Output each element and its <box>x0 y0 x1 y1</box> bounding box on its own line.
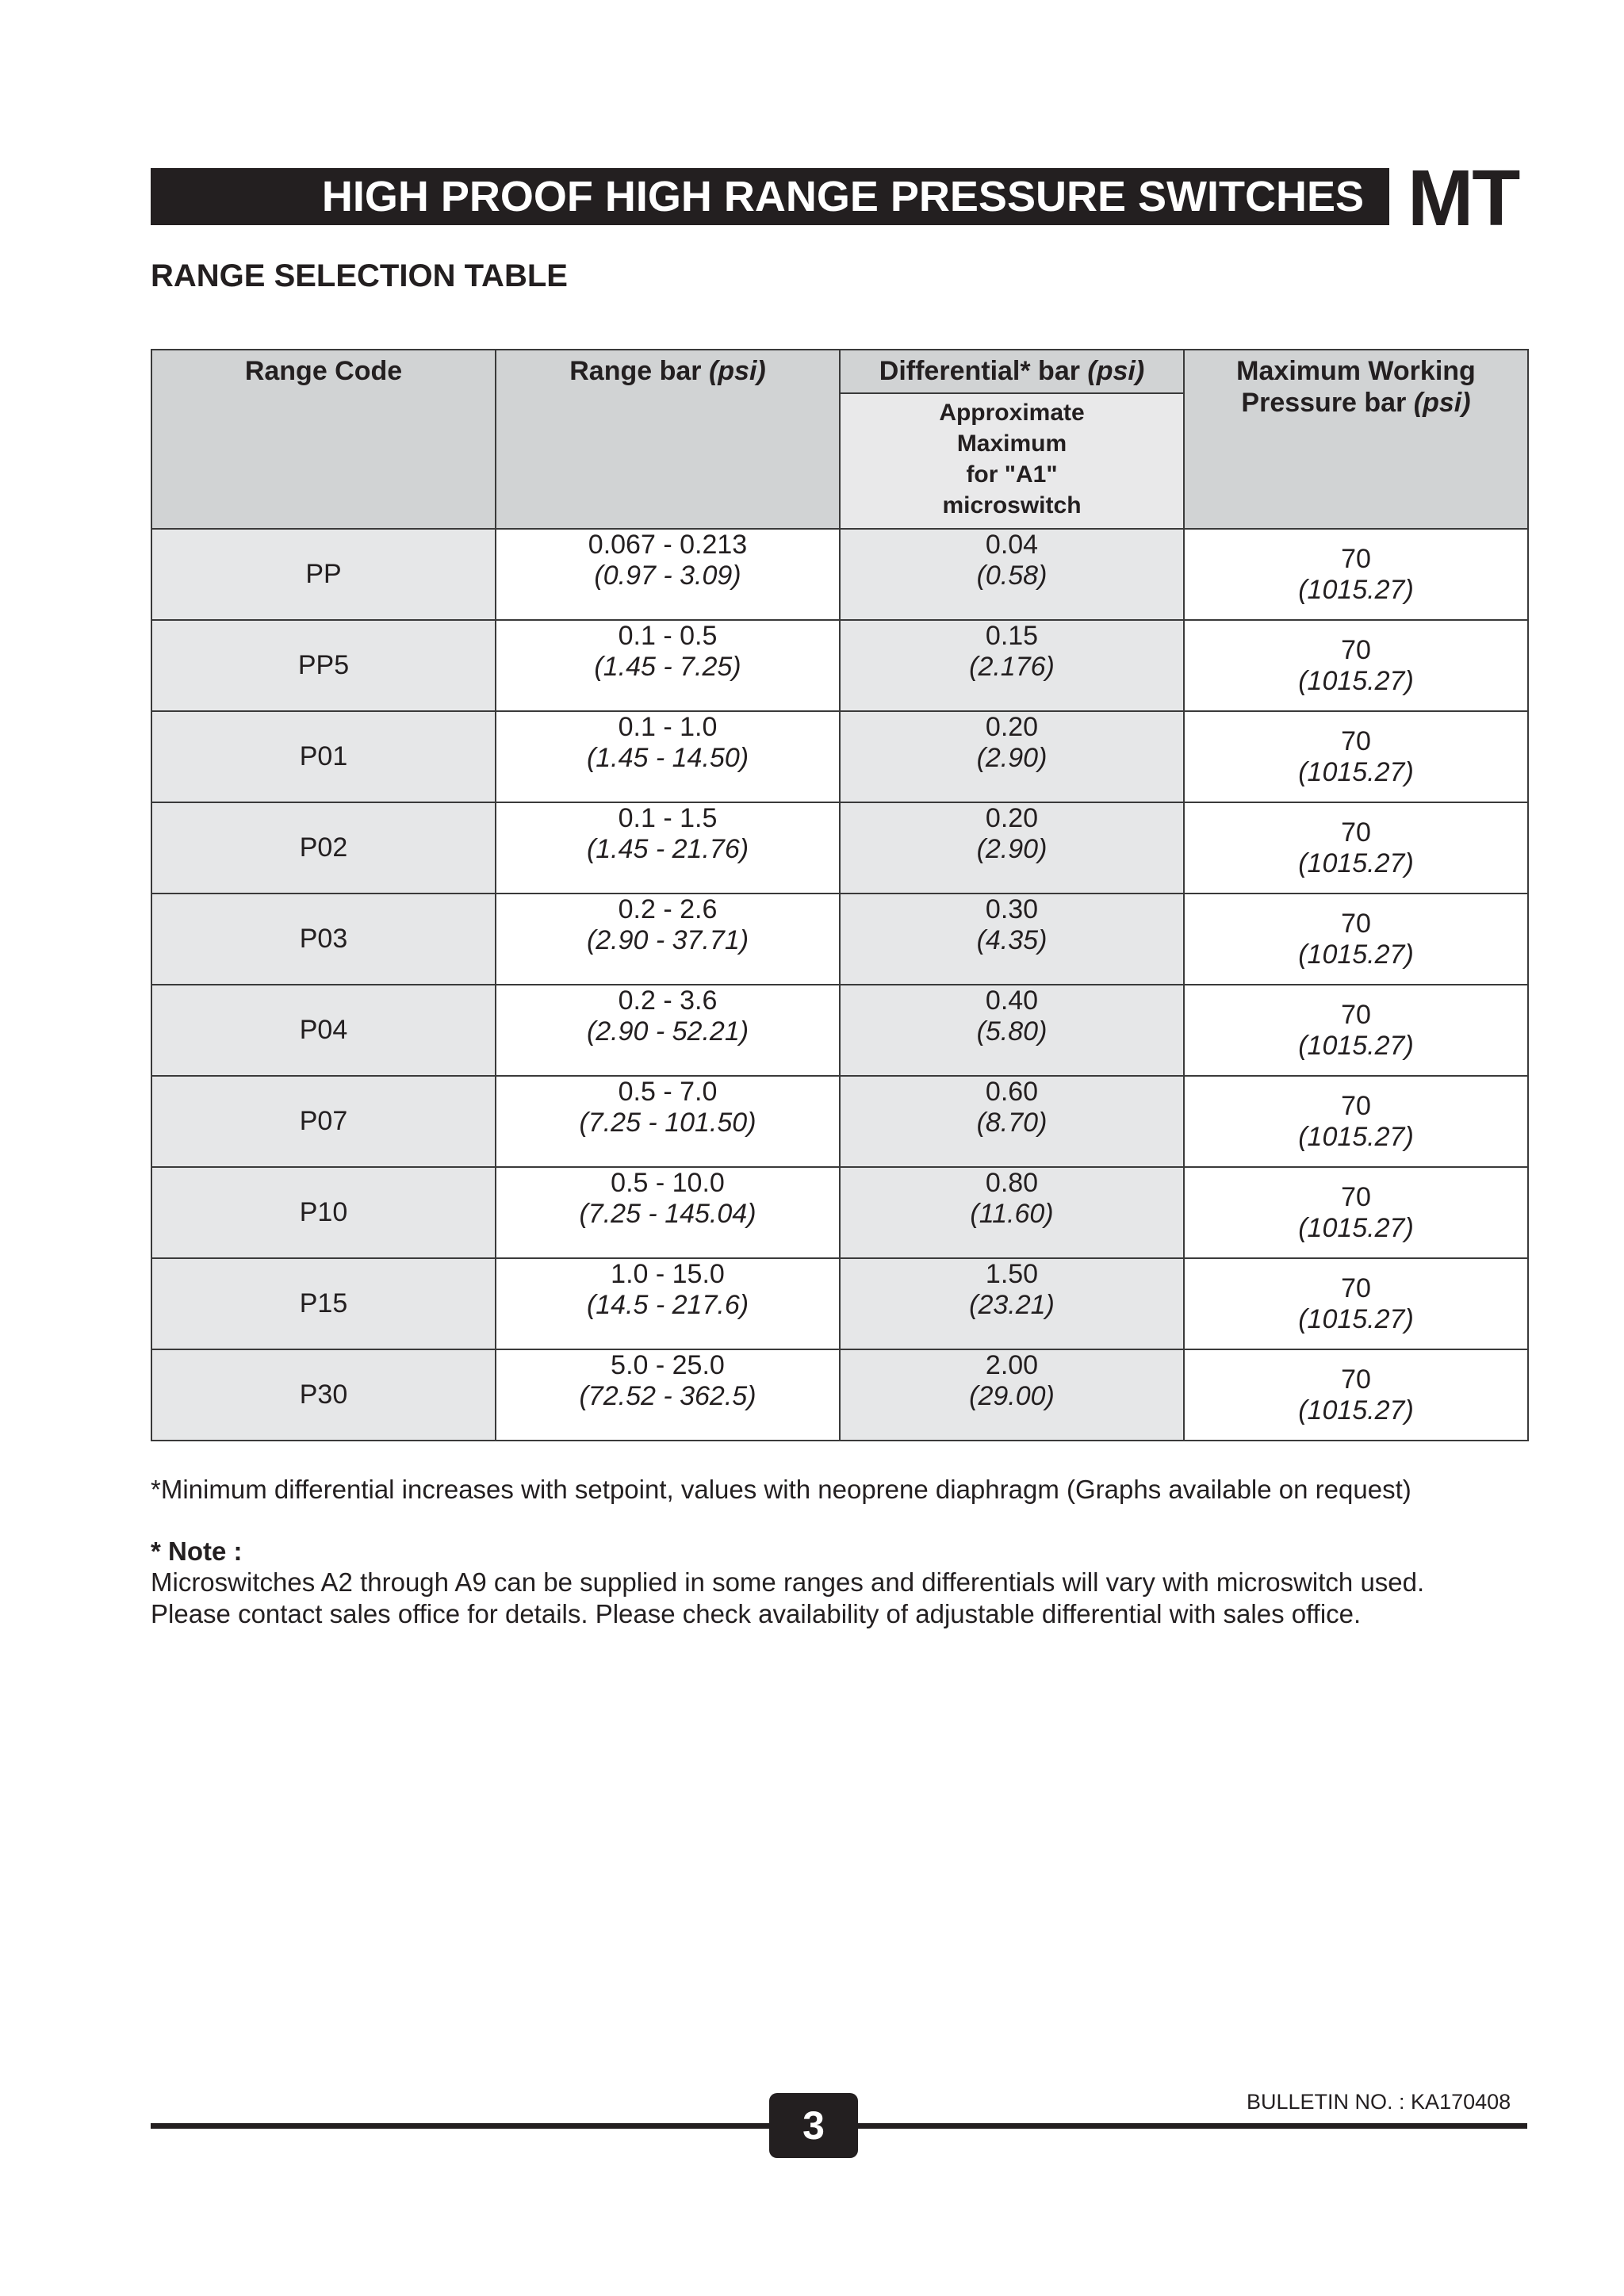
max-working-pressure-cell: 70 (1015.27) <box>1184 802 1528 894</box>
max-working-pressure-cell: 70 (1015.27) <box>1184 894 1528 985</box>
range-code-cell: P02 <box>151 802 496 894</box>
range-code-cell: PP5 <box>151 620 496 711</box>
range-cell: 0.1 - 1.5 (1.45 - 21.76) <box>496 802 840 894</box>
range-code-cell: P30 <box>151 1349 496 1441</box>
max-working-pressure-cell: 70 (1015.27) <box>1184 529 1528 620</box>
header-max-working-pressure: Maximum Working Pressure bar (psi) <box>1184 350 1528 529</box>
differential-cell: 1.50 (23.21) <box>840 1258 1184 1349</box>
range-cell: 0.1 - 0.5 (1.45 - 7.25) <box>496 620 840 711</box>
differential-cell: 0.15 (2.176) <box>840 620 1184 711</box>
header-range: Range bar (psi) <box>496 350 840 529</box>
section-title: RANGE SELECTION TABLE <box>151 258 568 293</box>
differential-cell: 0.20 (2.90) <box>840 711 1184 802</box>
table-row <box>151 620 1528 711</box>
table-row <box>151 1349 1528 1441</box>
range-code-cell: PP <box>151 529 496 620</box>
range-cell: 5.0 - 25.0 (72.52 - 362.5) <box>496 1349 840 1441</box>
bulletin-number: BULLETIN NO. : KA170408 <box>1247 2090 1511 2114</box>
range-selection-table <box>151 349 1529 1441</box>
footnote: *Minimum differential increases with setpoint, values with neoprene diaphragm (Graphs available on request) <box>151 1475 1411 1504</box>
table-row <box>151 529 1528 620</box>
max-working-pressure-cell: 70 (1015.27) <box>1184 1349 1528 1441</box>
page-number: 3 <box>769 2093 858 2158</box>
header-differential: Differential* bar (psi) <box>840 350 1184 393</box>
differential-cell: 0.04 (0.58) <box>840 529 1184 620</box>
max-working-pressure-cell: 70 (1015.27) <box>1184 1167 1528 1258</box>
differential-cell: 0.80 (11.60) <box>840 1167 1184 1258</box>
range-cell: 1.0 - 15.0 (14.5 - 217.6) <box>496 1258 840 1349</box>
table-row <box>151 802 1528 894</box>
page-title: HIGH PROOF HIGH RANGE PRESSURE SWITCHES <box>321 173 1364 220</box>
note-line: Please contact sales office for details. Please check availability of adjustable differential with sales office. <box>151 1599 1362 1628</box>
product-code: MT <box>1408 154 1519 243</box>
range-cell: 0.2 - 3.6 (2.90 - 52.21) <box>496 985 840 1076</box>
range-cell: 0.067 - 0.213 (0.97 - 3.09) <box>496 529 840 620</box>
range-code-cell: P04 <box>151 985 496 1076</box>
differential-cell: 0.40 (5.80) <box>840 985 1184 1076</box>
differential-cell: 0.60 (8.70) <box>840 1076 1184 1167</box>
range-cell: 0.5 - 7.0 (7.25 - 101.50) <box>496 1076 840 1167</box>
table-row <box>151 894 1528 985</box>
range-code-cell: P03 <box>151 894 496 985</box>
table-row <box>151 1167 1528 1258</box>
header-differential-sub: Approximate Maximum for "A1" microswitch <box>840 393 1184 529</box>
max-working-pressure-cell: 70 (1015.27) <box>1184 620 1528 711</box>
range-code-cell: P15 <box>151 1258 496 1349</box>
range-cell: 0.5 - 10.0 (7.25 - 145.04) <box>496 1167 840 1258</box>
range-cell: 0.1 - 1.0 (1.45 - 14.50) <box>496 711 840 802</box>
range-code-cell: P01 <box>151 711 496 802</box>
note-label: * Note : <box>151 1536 243 1566</box>
note-line: Microswitches A2 through A9 can be supplied in some ranges and differentials will vary with microswitch used. <box>151 1567 1425 1597</box>
max-working-pressure-cell: 70 (1015.27) <box>1184 1258 1528 1349</box>
max-working-pressure-cell: 70 (1015.27) <box>1184 711 1528 802</box>
differential-cell: 0.30 (4.35) <box>840 894 1184 985</box>
range-code-cell: P07 <box>151 1076 496 1167</box>
range-code-cell: P10 <box>151 1167 496 1258</box>
range-cell: 0.2 - 2.6 (2.90 - 37.71) <box>496 894 840 985</box>
max-working-pressure-cell: 70 (1015.27) <box>1184 1076 1528 1167</box>
differential-cell: 2.00 (29.00) <box>840 1349 1184 1441</box>
differential-cell: 0.20 (2.90) <box>840 802 1184 894</box>
table-row <box>151 985 1528 1076</box>
max-working-pressure-cell: 70 (1015.27) <box>1184 985 1528 1076</box>
table-row <box>151 711 1528 802</box>
header-range-code: Range Code <box>151 350 496 529</box>
note-text <box>151 1567 1546 1630</box>
header-bar <box>151 168 1389 225</box>
table-row <box>151 1258 1528 1349</box>
table-row <box>151 1076 1528 1167</box>
